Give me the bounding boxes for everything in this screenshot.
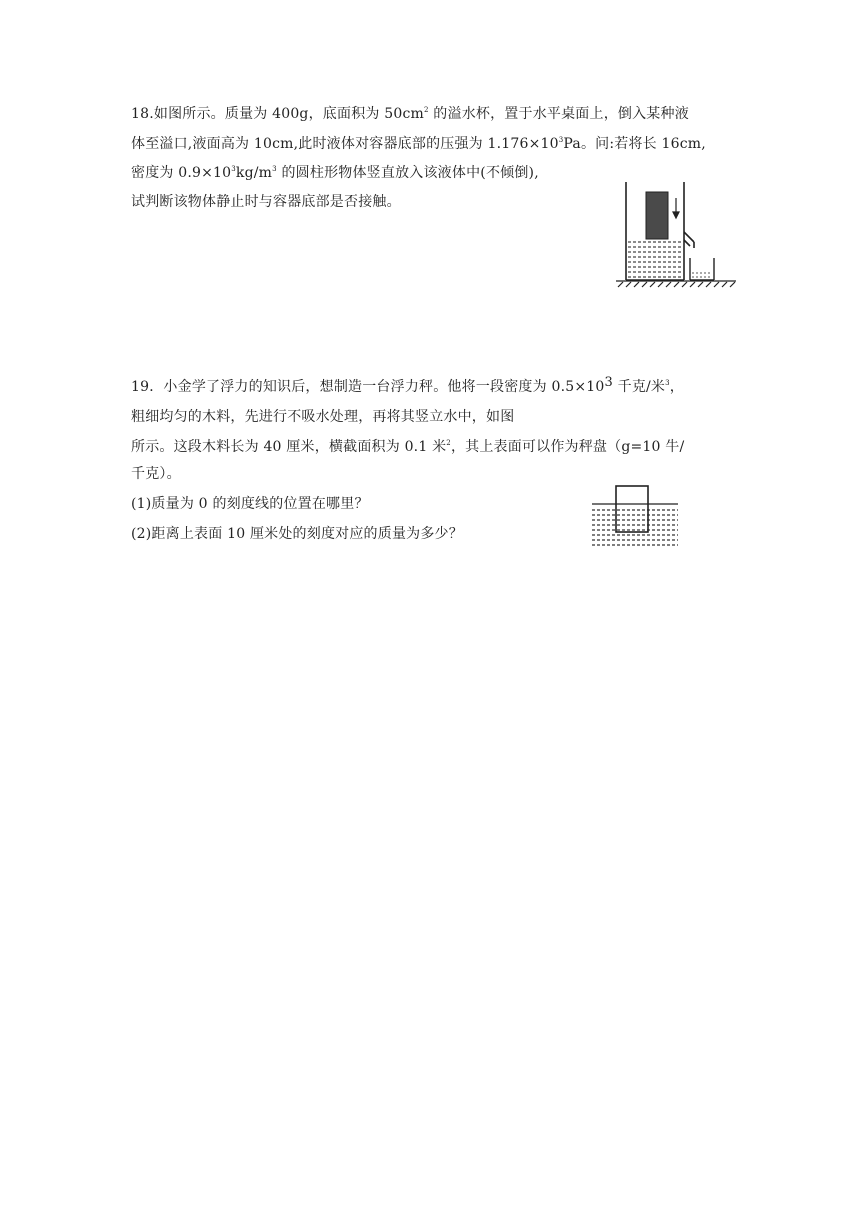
down-arrow-icon: [673, 198, 679, 218]
q19-line-4: 千克）。: [131, 466, 181, 482]
liquid-hatching: [628, 242, 682, 277]
q19-line-3: 所示。这段木料长为 40 厘米，横截面积为 0.1 米$^2$，其上表面可以作为秤盘（g=10 牛/: [131, 439, 685, 455]
q19-line-1: 19．小金学了浮力的知识后，想制造一台浮力秤。他将一段密度为 $0.5\times 10^3$ 千克/米$^3$，: [131, 375, 684, 395]
q18-line-2: 体至溢口,液面高为 10cm,此时液体对容器底部的压强为 $1.176\times 10^3Pa$。问:若将长 16cm,: [131, 136, 706, 152]
floating-wood-figure: [590, 482, 680, 548]
cylinder-object: [646, 192, 668, 239]
q19-subquestion-1: (1)质量为 0 的刻度线的位置在哪里？: [131, 496, 369, 512]
q18-line-4: 试判断该物体静止时与容器底部是否接触。: [131, 194, 401, 210]
beaker-liquid: [692, 273, 712, 277]
q19-subquestion-2: (2)距离上表面 10 厘米处的刻度对应的质量为多少？: [131, 526, 463, 542]
q18-line-1: 18.如图所示。质量为 400g，底面积为 $50cm^2$ 的溢水杯，置于水平桌面上，倒入某种液: [131, 106, 689, 122]
water-hatching: [592, 510, 678, 545]
q19-line-2: 粗细均匀的木料，先进行不吸水处理，再将其竖立水中，如图: [131, 409, 515, 425]
q18-line-3: 密度为 $0.9\times 10^3kg/m^3$ 的圆柱形物体竖直放入该液体中(不倾倒),: [131, 165, 539, 181]
table-surface: [616, 281, 736, 287]
overflow-cup-figure: [614, 180, 738, 288]
